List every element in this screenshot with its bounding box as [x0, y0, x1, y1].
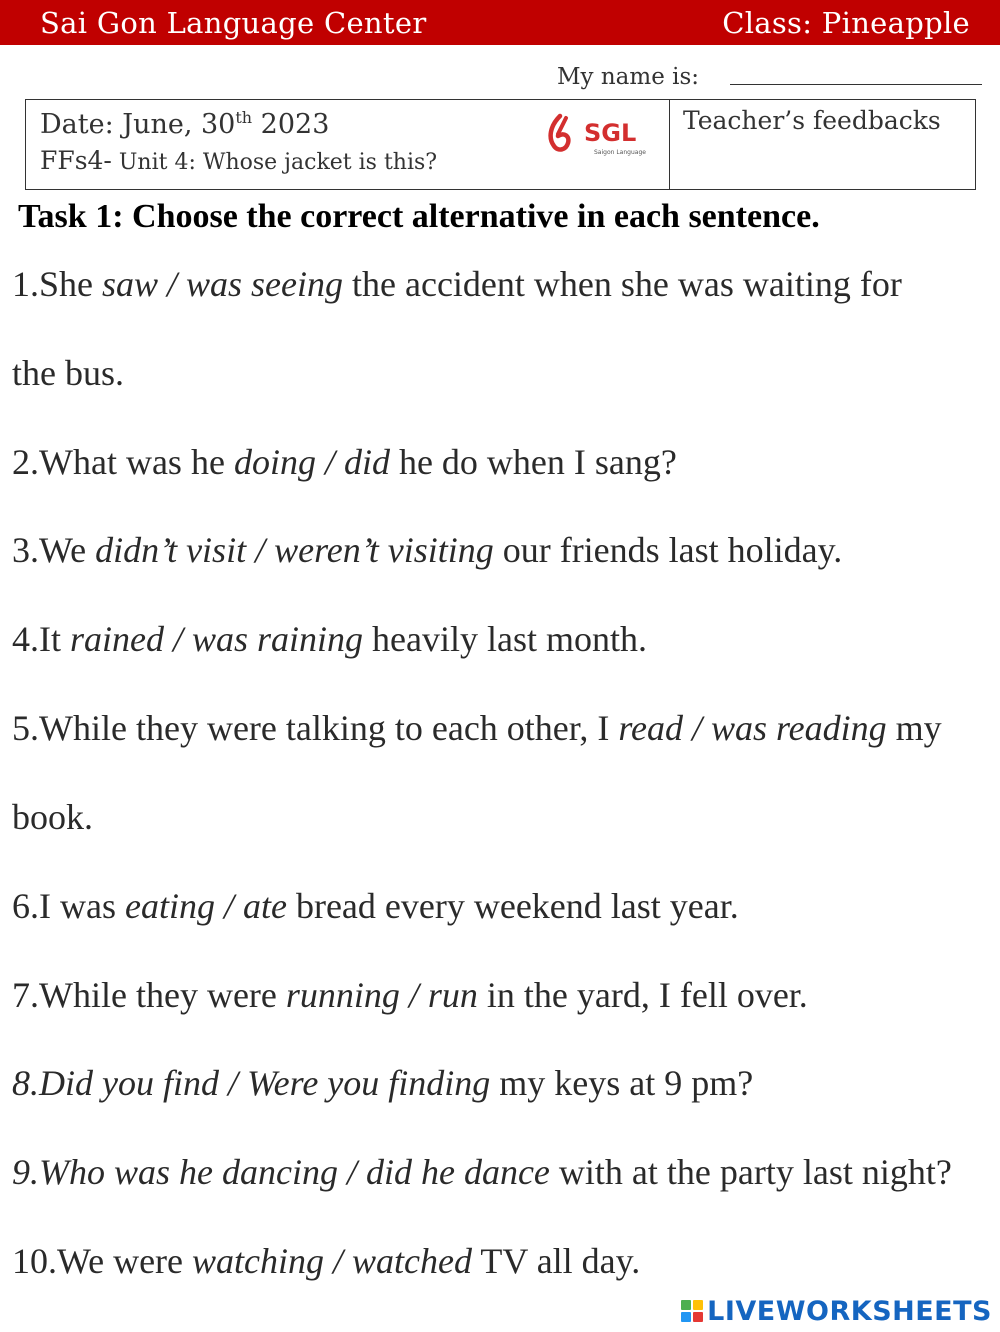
class-label: Class: Pineapple	[722, 6, 970, 40]
sentence-line	[12, 1062, 753, 1104]
sentence-text: the accident when she was waiting for	[343, 264, 902, 304]
sentence-text: TV all day.	[472, 1241, 641, 1281]
sentence-line	[12, 885, 739, 927]
sentence-text: book.	[12, 797, 93, 837]
sentence-line	[12, 618, 647, 660]
name-input-line[interactable]	[730, 84, 982, 85]
svg-text:Saigon Language: Saigon Language	[594, 149, 646, 156]
sentence-text: heavily last month.	[363, 619, 647, 659]
sentence-line	[12, 796, 93, 838]
sentence-line	[12, 974, 808, 1016]
sentence-text: my	[886, 708, 942, 748]
date-text: Date: June, 30th 2023	[40, 108, 330, 140]
sentence-line	[12, 707, 942, 749]
answer-options[interactable]: 9.Who was he dancing / did he dance	[12, 1152, 550, 1192]
sentence-line	[12, 263, 902, 305]
answer-options[interactable]: running / run	[285, 975, 478, 1015]
answer-options[interactable]: rained / was raining	[70, 619, 364, 659]
sentence-text: 10.We were	[12, 1241, 193, 1281]
sentence-line	[12, 441, 677, 483]
sentence-line	[12, 352, 124, 394]
sentence-text: the bus.	[12, 353, 124, 393]
answer-options[interactable]: didn’t visit / weren’t visiting	[95, 530, 494, 570]
answer-options[interactable]: watching / watched	[192, 1241, 472, 1281]
watermark-text: LIVEWORKSHEETS	[707, 1295, 992, 1327]
sgl-logo	[546, 110, 646, 160]
name-prompt: My name is:	[557, 64, 700, 90]
answer-options[interactable]: saw / was seeing	[102, 264, 344, 304]
sentence-line	[12, 1151, 952, 1193]
sentence-text: he do when I sang?	[389, 442, 677, 482]
teacher-feedback-label: Teacher’s feedbacks	[683, 106, 941, 135]
answer-options[interactable]: read / was reading	[618, 708, 887, 748]
answer-options[interactable]: doing / did	[233, 442, 390, 482]
unit-title: FFs4- Unit 4: Whose jacket is this?	[40, 146, 438, 175]
answer-options[interactable]: 8.Did you find / Were you finding	[12, 1063, 491, 1103]
task-title: Task 1: Choose the correct alternative in each sentence.	[18, 198, 820, 235]
sentence-text: 4.It	[12, 619, 70, 659]
sentence-text: 3.We	[12, 530, 96, 570]
box-divider	[669, 100, 670, 189]
sentence-text: 5.While they were talking to each other, I	[12, 708, 619, 748]
sentence-text: my keys at 9 pm?	[490, 1063, 754, 1103]
liveworksheets-watermark	[681, 1295, 992, 1327]
svg-text:SGL: SGL	[584, 119, 637, 147]
info-box	[25, 99, 976, 190]
sentence-text: 6.I was	[12, 886, 125, 926]
sentence-text: 2.What was he	[12, 442, 234, 482]
center-name: Sai Gon Language Center	[40, 6, 427, 40]
sentence-text: bread every weekend last year.	[286, 886, 739, 926]
sentence-line	[12, 1240, 640, 1282]
sentence-text: our friends last holiday.	[493, 530, 843, 570]
watermark-logo-icon	[681, 1300, 703, 1322]
answer-options[interactable]: eating / ate	[124, 886, 287, 926]
sentence-text: 1.She	[12, 264, 102, 304]
sentence-text: 7.While they were	[12, 975, 286, 1015]
header-bar	[0, 0, 1000, 45]
sentence-line	[12, 529, 842, 571]
sentence-text: with at the party last night?	[549, 1152, 952, 1192]
sentence-text: in the yard, I fell over.	[477, 975, 808, 1015]
